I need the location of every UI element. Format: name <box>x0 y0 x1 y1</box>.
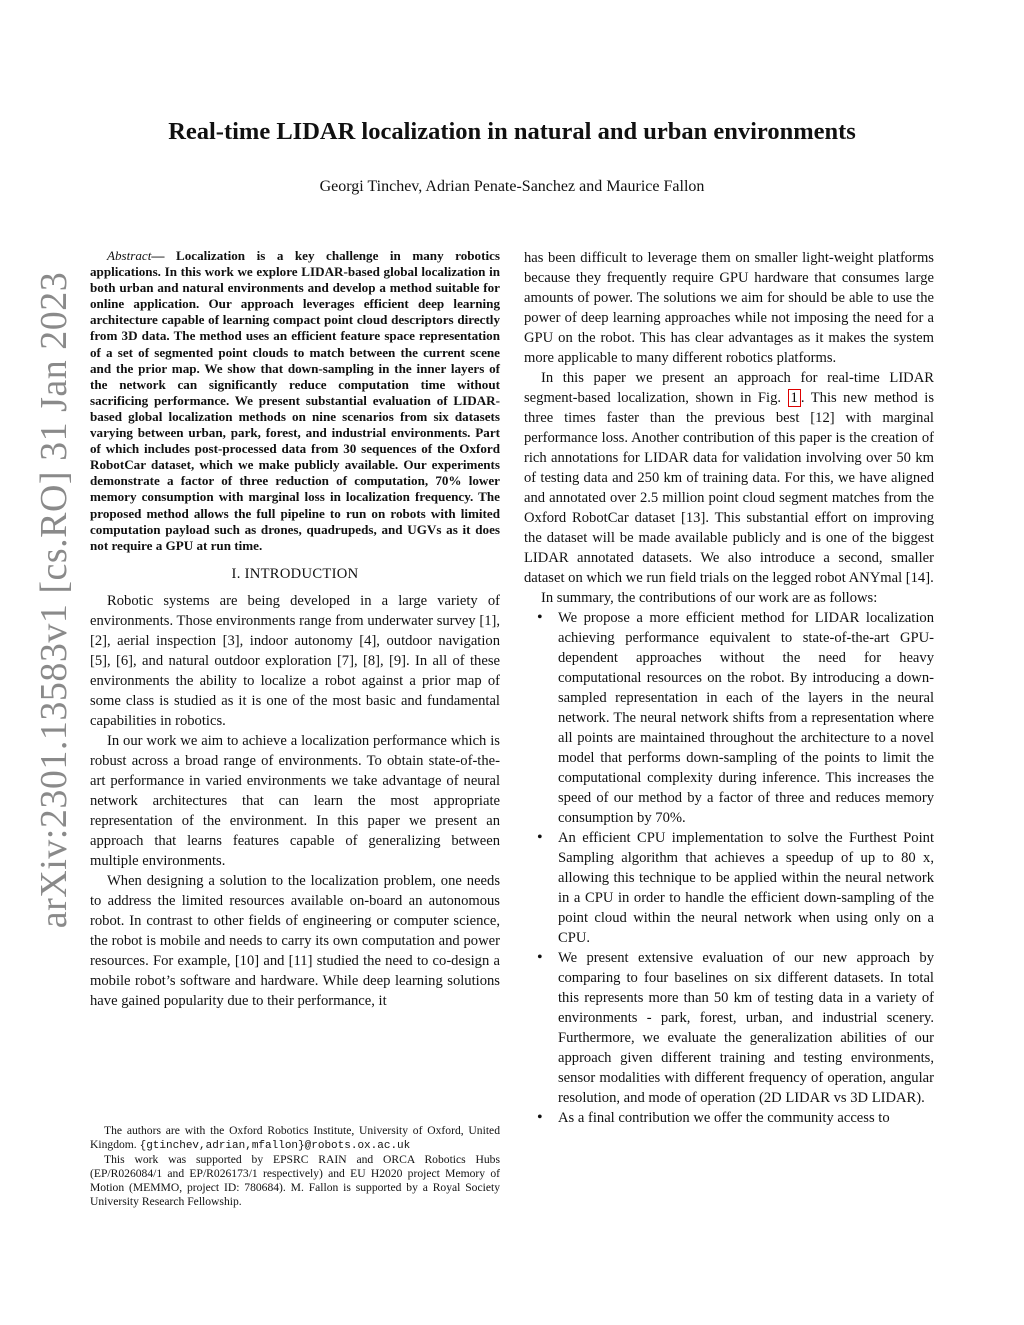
contributions-list <box>524 608 934 1128</box>
list-item: • We propose a more efficient method for LIDAR localization achieving performance equivalent to state-of-the-art GPU-dependent approaches without the need for heavy computational resources on the robot. By introducing a down-sampled representation in each of the layers in the neural network. The neural network shifts from a representation where all points are maintained throughout the architecture to a novel model that performs down-sampling of the points to limit the computational complexity during inference. This increases the speed of our method by a factor of three and reduces memory consumption by 70%. <box>524 608 934 828</box>
footnote-emails: {gtinchev,adrian,mfallon}@robots.ox.ac.uk <box>139 1140 411 1152</box>
footnote-affiliation-text: The authors are with the Oxford Robotics Institute, University of Oxford, United Kingdom. <box>90 1124 500 1151</box>
footnotes <box>90 1124 500 1209</box>
figure-reference-link[interactable]: 1 <box>788 389 801 407</box>
paper-title: Real-time LIDAR localization in natural and urban environments <box>168 118 856 145</box>
right-paragraph-text: . This new method is three times faster than the previous best [12] with marginal performance loss. Another contribution of this paper is the creation of rich annotations for LIDAR data for validation involving over 50 km of testing data and 250 km of training data. For this, we have aligned and annotated over 2.5 million point cloud segment matches from the Oxford RobotCar dataset [13]. This substantial effort on improving the dataset will be made available publicly and is one of the biggest LIDAR annotated datasets. We also introduce a second, smaller dataset on which we run field trials on the legged robot ANYmal [14]. <box>524 390 935 586</box>
left-column <box>90 248 500 1011</box>
footnote-affiliation <box>90 1124 500 1153</box>
list-item: • We present extensive evaluation of our new approach by comparing to four baselines on six different datasets. In total this represents more than 50 km of testing data in a variety of environments - park, forest, urban, and industrial scenery. Furthermore, we evaluate the generalization abilities of our approach given different training and testing environments, sensor modalities with different frequency of operation, angular resolution, and mode of operation (2D LIDAR vs 3D LIDAR). <box>524 948 934 1108</box>
abstract <box>90 248 500 554</box>
right-paragraph: has been difficult to leverage them on smaller light-weight platforms because they frequently require GPU hardware that consumes large amounts of power. The solutions we aim for should be able to use the power of deep learning approaches while not imposing the need for a GPU on the robot. This has clear advantages as it makes the system more applicable to many different robotics platforms. <box>524 250 934 366</box>
list-item: • As a final contribution we offer the community access to <box>524 1108 934 1128</box>
right-paragraph-text: In this paper we present an approach for real-time LIDAR segment-based localization, shown in Fig. <box>524 370 934 406</box>
paper-authors: Georgi Tinchev, Adrian Penate-Sanchez and Maurice Fallon <box>319 178 705 195</box>
intro-paragraph: When designing a solution to the localization problem, one needs to address the limited resources available on-board an autonomous robot. In contrast to other fields of engineering or computer science, the robot is mobile and needs to carry its own computation and power resources. For example, [10] and [11] studied the need to co-design a mobile robot’s software and hardware. While deep learning solutions have gained popularity due to their performance, it <box>90 872 500 1009</box>
right-column <box>524 248 934 1128</box>
arxiv-identifier-text: arXiv:2301.13583v1 [cs.RO] 31 Jan 2023 <box>33 271 76 929</box>
abstract-text: — Localization is a key challenge in many robotics applications. In this work we explore LIDAR-based global localization in both urban and natural environments and develop a method suitable for online application. Our approach leverages efficient deep learning architecture capable of learning compact point cloud descriptors directly from 3D data. The method uses an efficient feature space representation of a set of segmented point clouds to match between the current scene and the prior map. We show that down-sampling in the inner layers of the network can significantly reduce computation time without sacrificing performance. We present substantial evaluation of LIDAR-based global localization methods on nine scenarios from six datasets varying between urban, park, forest, and industrial environments. Part of which includes post-processed data from 30 sequences of the Oxford RobotCar dataset, which we make publicly available. Our experiments demonstrate a factor of three reduction of computation, 70% lower memory consumption with marginal loss in localization frequency. The proposed method allows the full pipeline to run on robots with limited computation payload such as drones, quadrupeds, and UGVs as it does not require a GPU at run time. <box>90 248 500 553</box>
abstract-label: Abstract <box>107 248 152 263</box>
section-heading-introduction: I. INTRODUCTION <box>231 565 359 582</box>
right-paragraph <box>524 368 934 588</box>
intro-paragraph: Robotic systems are being developed in a large variety of environments. Those environments range from underwater survey [1], [2], aerial inspection [3], indoor autonomy [4], outdoor navigation [5], [6], and natural outdoor exploration [7], [8], [9]. In all of these environments the ability to localize a robot against a prior map of some class is studied as it is one of the most basic and fundamental capabilities in robotics. <box>90 592 500 729</box>
right-paragraph: In summary, the contributions of our work are as follows: <box>541 590 878 606</box>
footnote-funding: This work was supported by EPSRC RAIN and ORCA Robotics Hubs (EP/R026084/1 and EP/R026173/1 respectively) and EU H2020 project Memory of Motion (MEMMO, project ID: 780684). M. Fallon is supported by a Royal Society University Research Fellowship. <box>90 1153 500 1208</box>
arxiv-identifier <box>24 250 84 950</box>
list-item: • An efficient CPU implementation to solve the Furthest Point Sampling algorithm that achieves a speedup of up to 80 x, allowing this technique to be applied within the neural network in a CPU in order to handle the efficient down-sampling of the point cloud within the neural network when using only on a CPU. <box>524 828 934 948</box>
intro-paragraph: In our work we aim to achieve a localization performance which is robust across a broad range of environments. To obtain state-of-the-art performance in varied environments we take advantage of neural network architectures that can learn the most appropriate representation of the environment. In this paper we present an approach that learns features capable of generalizing between multiple environments. <box>90 732 500 869</box>
